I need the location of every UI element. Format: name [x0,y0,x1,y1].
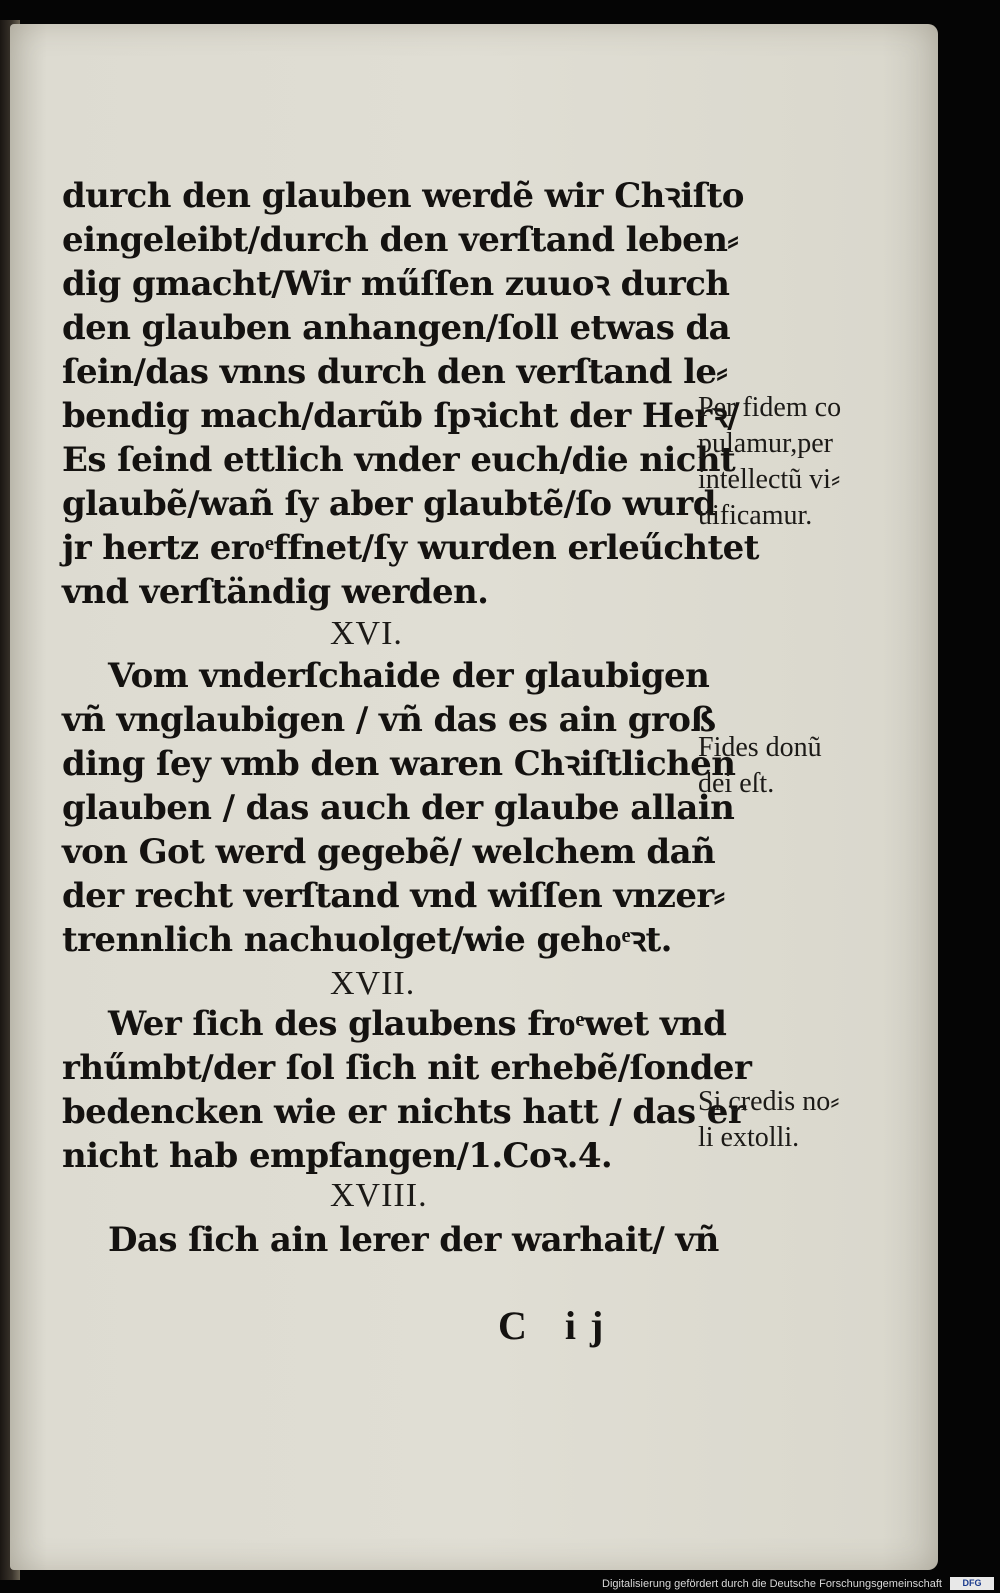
text-line: bedencken wie er nichts hatt / das er [62,1092,746,1132]
marginal-note-line: Si credis no⸗ [698,1086,840,1117]
marginal-note-line: intellectũ vi⸗ [698,464,841,495]
text-line: glauben / das auch der glaube allain [62,788,735,828]
text-line: ſein/das vnns durch den verſtand le⸗ [62,352,728,392]
text-line: rhűmbt/der ſol ſich nit erhebẽ/ſonder [62,1048,752,1088]
marginal-note-line: li extolli. [698,1122,800,1153]
text-line: Es ſeind ettlich vnder euch/die nicht [62,440,736,480]
text-line: den glauben anhangen/ſoll etwas da [62,308,731,348]
text-line: der recht verſtand vnd wiſſen vnzer⸗ [62,876,725,916]
section-heading: XVIII. [330,1177,428,1214]
text-line: Vom vnderſchaide der glaubigen [108,656,710,696]
text-line: bendig mach/darũb ſpꝛicht der Herꝛ/ [62,396,740,436]
section-heading: XVII. [330,965,416,1002]
text-line: durch den glauben werdẽ wir Chꝛiſto [62,176,744,216]
text-line: eingeleibt/durch den verſtand leben⸗ [62,220,739,260]
marginal-note-line: dei eſt. [698,768,775,799]
marginal-note-line: pulamur,per [698,428,833,459]
text-line: von Got werd gegebẽ/ welchem dañ [62,832,716,872]
book-page [10,24,938,1570]
marginal-note-line: Per fidem co [698,392,842,423]
section-heading: XVI. [330,615,403,652]
text-line: vñ vnglaubigen / vñ das es ain groß [62,700,716,740]
text-line: Das ſich ain lerer der warhait/ vñ [108,1220,719,1260]
text-line: glaubẽ/wañ ſy aber glaubtẽ/ſo wurd [62,484,716,524]
text-line: vnd verſtändig werden. [62,572,489,612]
dfg-logo: DFG [950,1577,994,1590]
marginal-note-line: uificamur. [698,500,813,531]
text-line: trennlich nachuolget/wie gehoͤꝛt. [62,920,672,960]
marginal-note-line: Fides donũ [698,732,822,763]
signature-mark: C ij [498,1303,618,1348]
text-line: Wer ſich des glaubens froͤwet vnd [108,1004,727,1044]
text-line: dig gmacht/Wir műſſen zuuoꝛ durch [62,264,730,304]
text-line: jr hertz eroͤffnet/ſy wurden erleűchtet [62,528,759,568]
text-line: ding ſey vmb den waren Chꝛiſtlichen [62,744,736,784]
digitization-credit: Digitalisierung gefördert durch die Deutsche Forschungsgemeinschaft [602,1578,942,1590]
text-line: nicht hab empfangen/1.Coꝛ.4. [62,1136,613,1176]
